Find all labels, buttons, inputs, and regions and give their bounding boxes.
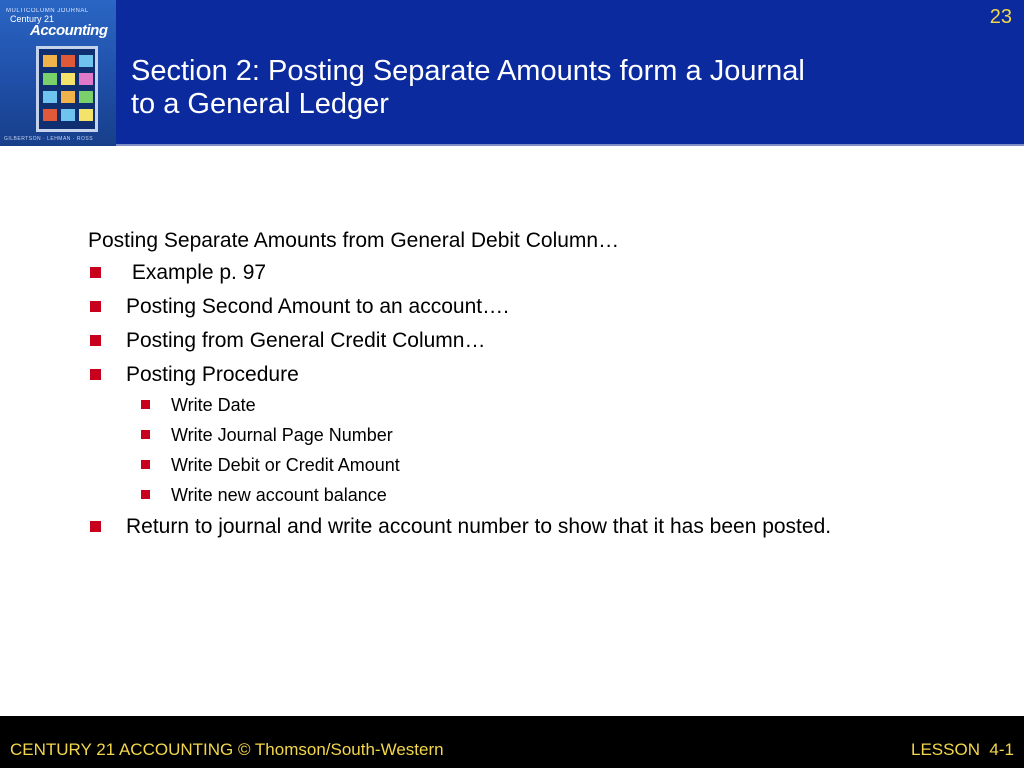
slide-header [0,0,1024,146]
slide-body [88,228,968,548]
bullet-text: Posting Procedure [126,363,299,386]
bullet-item [88,260,968,286]
bullet-item [88,328,968,354]
footer-lesson-text: LESSON 4-1 [911,740,1014,759]
sub-bullet-item [126,484,968,506]
intro-text: Posting Separate Amounts from General Debit Column… [88,229,620,252]
sub-bullet-text: Write Date [171,395,256,415]
bullet-item [88,362,968,506]
square-bullet-icon [90,267,101,278]
sub-bullet-item [126,424,968,446]
bullet-text: Example p. 97 [126,261,267,284]
sub-bullet-text: Write Debit or Credit Amount [171,455,400,475]
slide-title-line-2: to a General Ledger [131,88,389,120]
square-bullet-icon [141,460,150,469]
square-bullet-icon [90,521,101,532]
square-bullet-icon [141,400,150,409]
sub-bullet-item [126,454,968,476]
square-bullet-icon [90,301,101,312]
cover-series-text: MULTICOLUMN JOURNAL [6,8,89,14]
square-bullet-icon [141,490,150,499]
bullet-item [88,514,968,540]
sub-bullet-item [126,394,968,416]
square-bullet-icon [90,369,101,380]
footer-course-text: CENTURY 21 ACCOUNTING © Thomson/South-Western [10,740,444,759]
bullet-text: Posting from General Credit Column… [126,329,486,352]
slide-number: 23 [989,6,1012,28]
square-bullet-icon [90,335,101,346]
cover-authors-text: GILBERTSON · LEHMAN · ROSS [4,136,94,142]
cover-brand-text: Century 21 [10,14,55,24]
textbook-cover-image [0,0,116,146]
cover-title-text: Accounting [30,22,108,39]
slide-title [131,55,991,121]
sub-bullet-text: Write Journal Page Number [171,425,393,445]
bullet-list [88,260,968,540]
square-bullet-icon [141,430,150,439]
sub-bullet-text: Write new account balance [171,485,387,505]
slide-title-line-1: Section 2: Posting Separate Amounts form a Journal [131,55,805,87]
slide-footer [0,716,1024,768]
bullet-item [88,294,968,320]
bullet-text: Posting Second Amount to an account…. [126,295,509,318]
cover-door-illustration [36,46,98,132]
bullet-text: Return to journal and write account number to show that it has been posted. [126,515,832,538]
sub-bullet-list [126,394,968,506]
